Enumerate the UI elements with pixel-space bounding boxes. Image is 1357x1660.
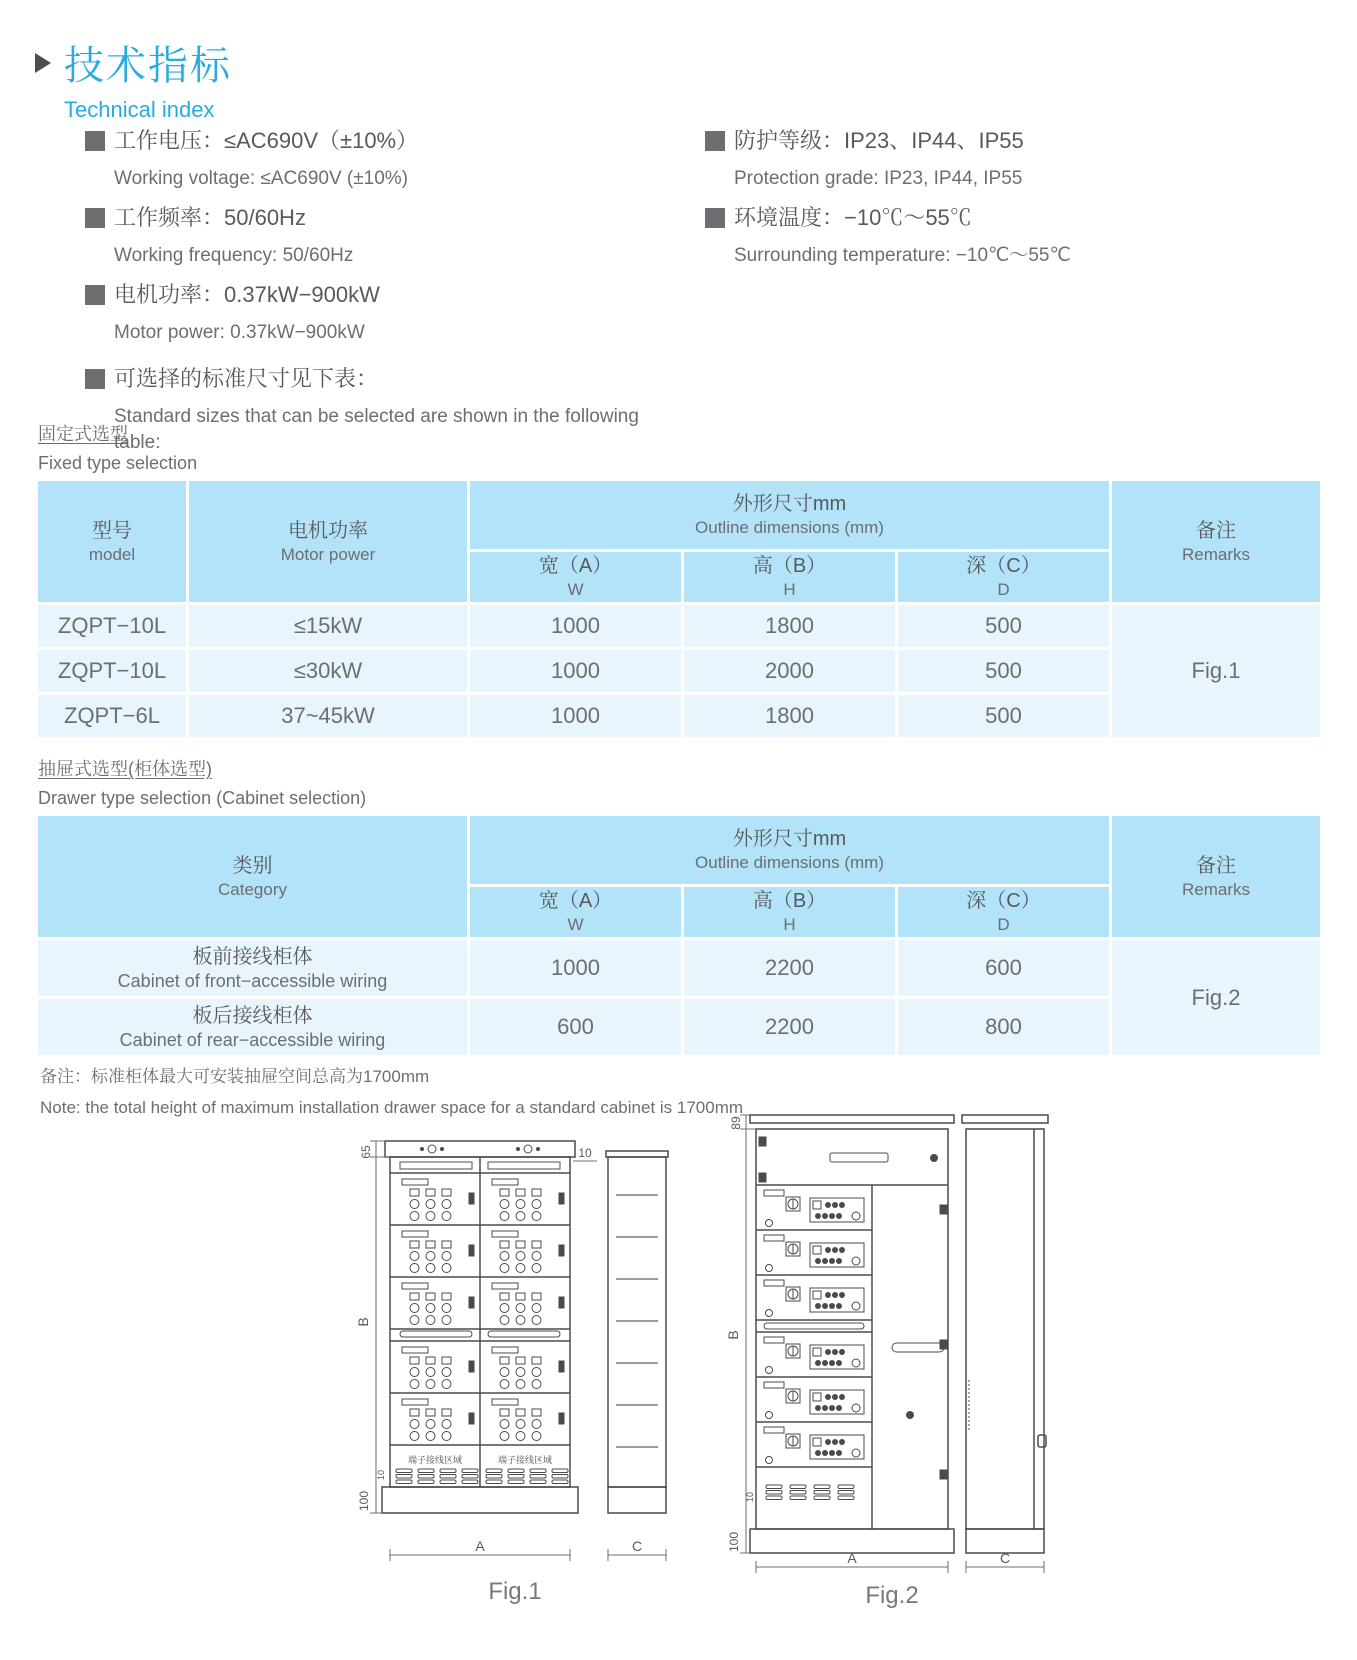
cell-power-0: ≤15kW xyxy=(189,605,467,647)
cell-d-2: 500 xyxy=(898,695,1109,737)
fig1-dim-top-offset: 10 xyxy=(578,1146,592,1160)
section-arrow-icon xyxy=(35,53,51,73)
cell-h-0: 2200 xyxy=(684,940,895,996)
page-header xyxy=(35,34,232,123)
cell-model-0: ZQPT−10L xyxy=(38,605,186,647)
square-bullet-icon xyxy=(85,369,105,389)
fig1-dim-width: A xyxy=(475,1538,485,1554)
drawer-selection-table xyxy=(38,816,1320,1055)
th-category: 类别 Category xyxy=(38,816,467,937)
fig2-dim-height: B xyxy=(725,1330,741,1340)
cell-d-0: 500 xyxy=(898,605,1109,647)
fig1-caption: Fig.1 xyxy=(488,1578,542,1605)
spec-en-text: Protection grade: IP23, IP44, IP55 xyxy=(734,168,1023,189)
note-cn: 备注：标准柜体最大可安装抽屉空间总高为1700mm xyxy=(40,1067,430,1086)
cell-category-0: 板前接线柜体 Cabinet of front−accessible wiring xyxy=(38,940,467,996)
square-bullet-icon xyxy=(85,285,105,305)
page-subtitle: Technical index xyxy=(64,97,215,122)
cell-h-0: 1800 xyxy=(684,605,895,647)
th-remarks: 备注 Remarks xyxy=(1112,481,1320,602)
fig1-dim-height: B xyxy=(355,1317,371,1327)
spec-surrounding-temperature xyxy=(705,203,1335,269)
fig2-drawing xyxy=(712,1085,1072,1585)
cell-d-1: 500 xyxy=(898,650,1109,692)
section-drawer-type xyxy=(38,755,366,809)
th-width: 宽（A） W xyxy=(470,887,681,937)
fig1-side-view xyxy=(606,1151,668,1513)
spec-en-text: Standard sizes that can be selected are shown in the following table: xyxy=(114,406,639,453)
cell-model-2: ZQPT−6L xyxy=(38,695,186,737)
cell-w-2: 1000 xyxy=(470,695,681,737)
section-fixed-type xyxy=(38,420,197,474)
fig2-side-view xyxy=(962,1115,1048,1553)
page-title: 技术指标 xyxy=(64,44,232,88)
th-motor-power: 电机功率 Motor power xyxy=(189,481,467,602)
fig2-dim-vent: 10 xyxy=(745,1491,755,1503)
th-depth: 深（C） D xyxy=(898,887,1109,937)
spec-en-text: Surrounding temperature: −10℃～55℃ xyxy=(734,245,1071,266)
cell-power-1: ≤30kW xyxy=(189,650,467,692)
th-outline-dimensions: 外形尺寸mm Outline dimensions (mm) xyxy=(470,816,1109,884)
square-bullet-icon xyxy=(85,131,105,151)
spec-en-text: Working voltage: ≤AC690V (±10%) xyxy=(114,168,409,189)
cell-remark-fig1: Fig.1 xyxy=(1112,605,1320,737)
cell-w-0: 1000 xyxy=(470,605,681,647)
fixed-selection-table xyxy=(38,481,1320,737)
square-bullet-icon xyxy=(85,208,105,228)
spec-cn-text: 工作频率：50/60Hz xyxy=(114,205,306,230)
spec-cn-text: 环境温度：−10℃～55℃ xyxy=(734,205,972,230)
fig1-terminal-area-label: 端子接线区域 xyxy=(407,1455,463,1465)
cell-h-2: 1800 xyxy=(684,695,895,737)
fig1-dim-depth: C xyxy=(631,1538,643,1554)
cell-h-1: 2000 xyxy=(684,650,895,692)
th-model: 型号 model xyxy=(38,481,186,602)
spec-column-left xyxy=(85,126,685,467)
spec-cn-text: 电机功率：0.37kW−900kW xyxy=(114,282,380,307)
fig2-caption: Fig.2 xyxy=(865,1582,919,1609)
section-label-cn: 抽屉式选型(柜体选型) xyxy=(38,759,212,779)
spec-cn-text: 可选择的标准尺寸见下表： xyxy=(114,366,379,391)
cell-h-1: 2200 xyxy=(684,999,895,1055)
cell-w-0: 1000 xyxy=(470,940,681,996)
cell-model-1: ZQPT−10L xyxy=(38,650,186,692)
cell-category-1: 板后接线柜体 Cabinet of rear−accessible wiring xyxy=(38,999,467,1055)
fig1-dim-vent: 10 xyxy=(376,1469,386,1481)
th-height: 高（B） H xyxy=(684,552,895,602)
fig2-dim-base: 100 xyxy=(727,1531,741,1553)
section-label-cn: 固定式选型 xyxy=(38,424,128,444)
spec-protection-grade xyxy=(705,126,1335,192)
spec-cn-text: 防护等级：IP23、IP44、IP55 xyxy=(734,128,1024,153)
cell-w-1: 600 xyxy=(470,999,681,1055)
th-width: 宽（A） W xyxy=(470,552,681,602)
th-outline-dimensions: 外形尺寸mm Outline dimensions (mm) xyxy=(470,481,1109,549)
square-bullet-icon xyxy=(705,131,725,151)
spec-working-frequency xyxy=(85,203,685,269)
th-height: 高（B） H xyxy=(684,887,895,937)
th-depth: 深（C） D xyxy=(898,552,1109,602)
fig1-dim-top-height: 65 xyxy=(359,1145,373,1159)
square-bullet-icon xyxy=(705,208,725,228)
cell-remark-fig2: Fig.2 xyxy=(1112,940,1320,1055)
cell-d-0: 600 xyxy=(898,940,1109,996)
fig1-dim-base: 100 xyxy=(357,1490,371,1512)
th-remarks: 备注 Remarks xyxy=(1112,816,1320,937)
spec-column-right xyxy=(705,126,1335,280)
spec-working-voltage xyxy=(85,126,685,192)
cell-w-1: 1000 xyxy=(470,650,681,692)
fig2-dim-width: A xyxy=(847,1550,857,1566)
section-label-en: Fixed type selection xyxy=(38,453,198,473)
cell-power-2: 37~45kW xyxy=(189,695,467,737)
fig1-terminal-area-label: 端子接线区域 xyxy=(497,1455,553,1465)
section-label-en: Drawer type selection (Cabinet selection) xyxy=(38,788,367,808)
fig2-front-view xyxy=(750,1115,954,1553)
fig2-dim-top-height: 89 xyxy=(729,1116,743,1130)
fig2-dim-depth: C xyxy=(999,1550,1011,1566)
spec-en-text: Motor power: 0.37kW−900kW xyxy=(114,322,365,343)
spec-motor-power xyxy=(85,280,685,346)
fig1-drawing xyxy=(340,1105,690,1575)
note-en: Note: the total height of maximum installation drawer space for a standard cabinet is 1700mm xyxy=(40,1098,744,1117)
spec-cn-text: 工作电压：≤AC690V（±10%） xyxy=(114,128,419,153)
cell-d-1: 800 xyxy=(898,999,1109,1055)
spec-en-text: Working frequency: 50/60Hz xyxy=(114,245,354,266)
